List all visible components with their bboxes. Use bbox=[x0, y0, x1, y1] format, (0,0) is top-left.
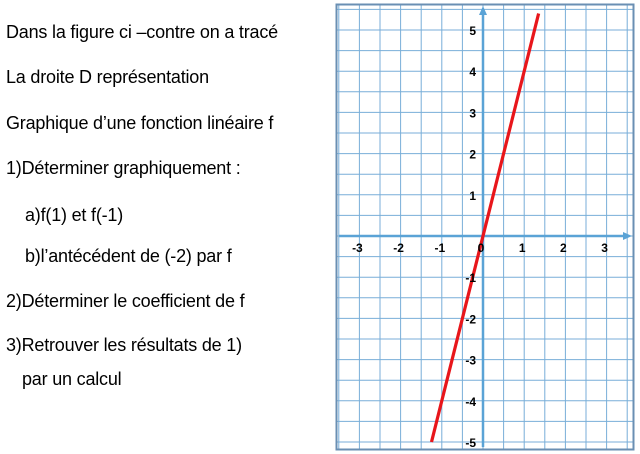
x-tick-label: -2 bbox=[393, 241, 404, 255]
question-3-continued: par un calcul bbox=[22, 369, 122, 389]
question-2: 2)Déterminer le coefficient de f bbox=[6, 291, 245, 311]
x-tick-label: 1 bbox=[518, 241, 526, 255]
y-tick-label: 3 bbox=[469, 106, 476, 121]
coordinate-graph bbox=[335, 3, 635, 451]
question-1: 1)Déterminer graphiquement : bbox=[6, 158, 241, 178]
text-line-1: Dans la figure ci –contre on a tracé bbox=[6, 22, 278, 42]
y-tick-label: 2 bbox=[469, 147, 476, 162]
y-tick-label: -4 bbox=[465, 394, 476, 409]
question-1b: b)l’antécédent de (-2) par f bbox=[25, 246, 232, 266]
y-tick-label: 1 bbox=[469, 188, 476, 203]
question-1a: a)f(1) et f(-1) bbox=[25, 205, 124, 225]
x-tick-label: 2 bbox=[560, 241, 567, 255]
graph-svg bbox=[335, 3, 635, 451]
y-tick-label: 4 bbox=[469, 65, 476, 80]
y-tick-label: -2 bbox=[465, 312, 476, 327]
text-line-2: La droite D représentation bbox=[6, 67, 209, 87]
y-tick-label: -1 bbox=[465, 271, 476, 286]
x-tick-label: 0 bbox=[477, 241, 485, 255]
y-tick-label: 5 bbox=[469, 24, 476, 38]
x-tick-label: -3 bbox=[352, 241, 363, 255]
y-tick-label: -3 bbox=[465, 353, 476, 368]
x-tick-label: -1 bbox=[434, 241, 446, 255]
x-tick-label: 3 bbox=[601, 241, 608, 255]
question-3: 3)Retrouver les résultats de 1) bbox=[6, 335, 242, 355]
text-line-3: Graphique d’une fonction linéaire f bbox=[6, 113, 274, 133]
y-tick-label: -5 bbox=[465, 436, 476, 450]
